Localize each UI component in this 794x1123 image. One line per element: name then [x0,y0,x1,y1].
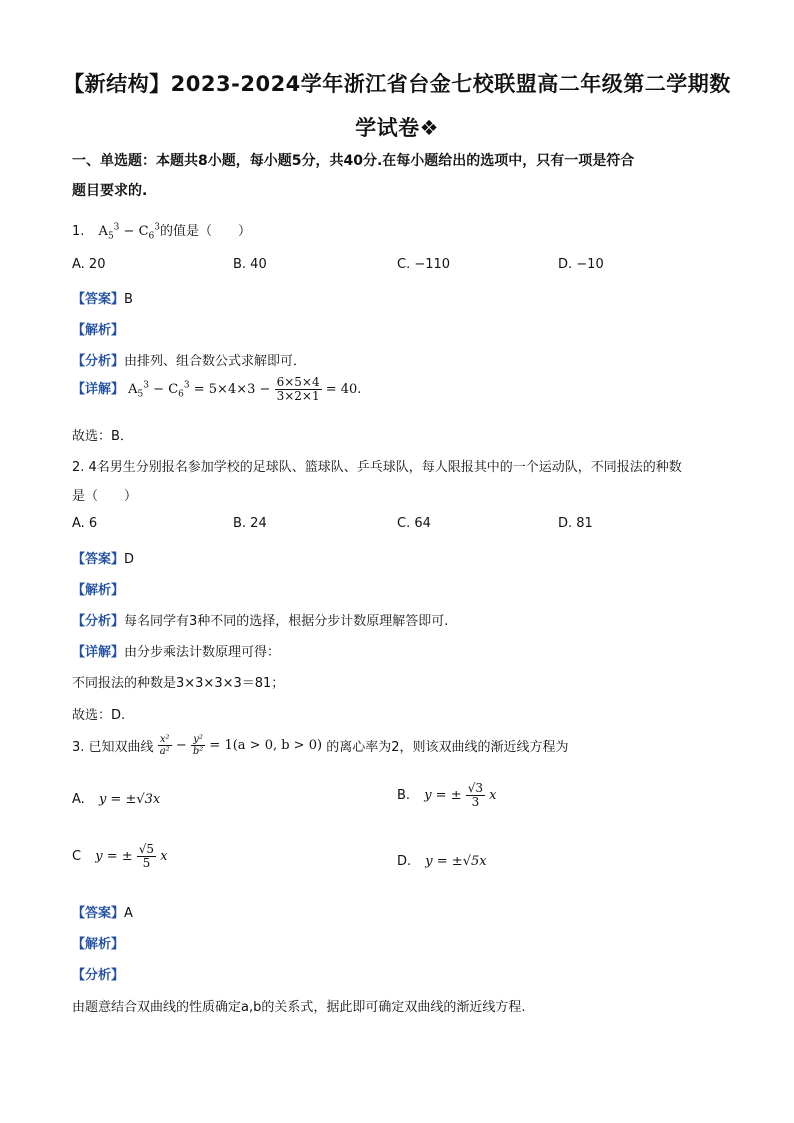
question-1 [72,220,251,242]
page-title-line1: 【新结构】2023-2024学年浙江省台金七校联盟高二年级第二学期数 [63,72,731,96]
q1-answer: 【答案】B [72,292,133,307]
q2-stem-line2: 是（ ） [72,489,138,504]
q3-fenxi-label: 【分析】 [72,968,125,983]
q2-option-d: D. 81 [558,516,593,531]
q3-option-b: B. y = ± $\frac{√3}{3}$ x [397,781,497,810]
q2-analysis-label: 【解析】 [72,583,125,598]
q2-option-b: B. 24 [233,516,267,531]
q3-option-c: C y = ± $\frac{√5}{5}$ x [72,842,168,871]
q3-fenxi-text: 由题意结合双曲线的性质确定a,b的关系式，据此即可确定双曲线的渐近线方程. [72,1000,526,1015]
q1-option-b: B. 40 [233,257,267,272]
q1-detail: 【详解】 $A_5^3 - C_6^3 = 5\times 4\times 3$ − $\frac{6\times 5\times 4}{3\times 2\times 1}$ = 40. [72,375,362,404]
page-title-line2: 学试卷❖ [355,116,439,140]
q1-expression: $A_5^3 - C_6^3$ [98,222,161,242]
q2-answer: 【答案】D [72,552,135,567]
q3-answer: 【答案】A [72,906,133,921]
q1-option-a: A. 20 [72,257,106,272]
q1-number: 1. [72,224,85,239]
q2-stem-line1: 2. 4名男生分别报名参加学校的足球队、篮球队、乒乓球队，每人限报其中的一个运动队，不同报法的种数 [72,460,682,475]
q1-analysis-label: 【解析】 [72,323,125,338]
q1-option-d: D. −10 [558,257,604,272]
q3-option-d: D. y = ±√5x [397,854,487,869]
section-heading-line2: 题目要求的. [72,183,148,199]
q3-option-a: A. y = ±√3x [72,792,161,807]
q1-stem-text: 的值是（ ） [160,224,252,239]
q1-option-c: C. −110 [397,257,451,272]
q2-option-c: C. 64 [397,516,431,531]
q1-conclusion: 故选：B． [72,429,133,444]
q2-option-a: A. 6 [72,516,98,531]
q2-fenxi: 【分析】每名同学有3种不同的选择，根据分步计数原理解答即可. [72,614,449,629]
q3-analysis-label: 【解析】 [72,937,125,952]
question-3: 3. 已知双曲线 $\frac{\text{x²}}{\text{a²}}$ − $\frac{\text{y²}}{\text{b²}}$ = 1(a > 0, b > 0) 的离心率为2，则该双曲线的渐近线方程为 [72,734,569,757]
section-heading-line1: 一、单选题：本题共8小题，每小题5分，共40分.在每小题给出的选项中，只有一项是符合 [72,153,635,169]
q2-calc: 不同报法的种数是3×3×3×3＝81； [72,676,285,691]
q2-conclusion: 故选：D. [72,708,126,723]
q2-detail: 【详解】由分步乘法计数原理可得： [72,645,281,660]
q1-fenxi: 【分析】由排列、组合数公式求解即可． [72,354,307,369]
